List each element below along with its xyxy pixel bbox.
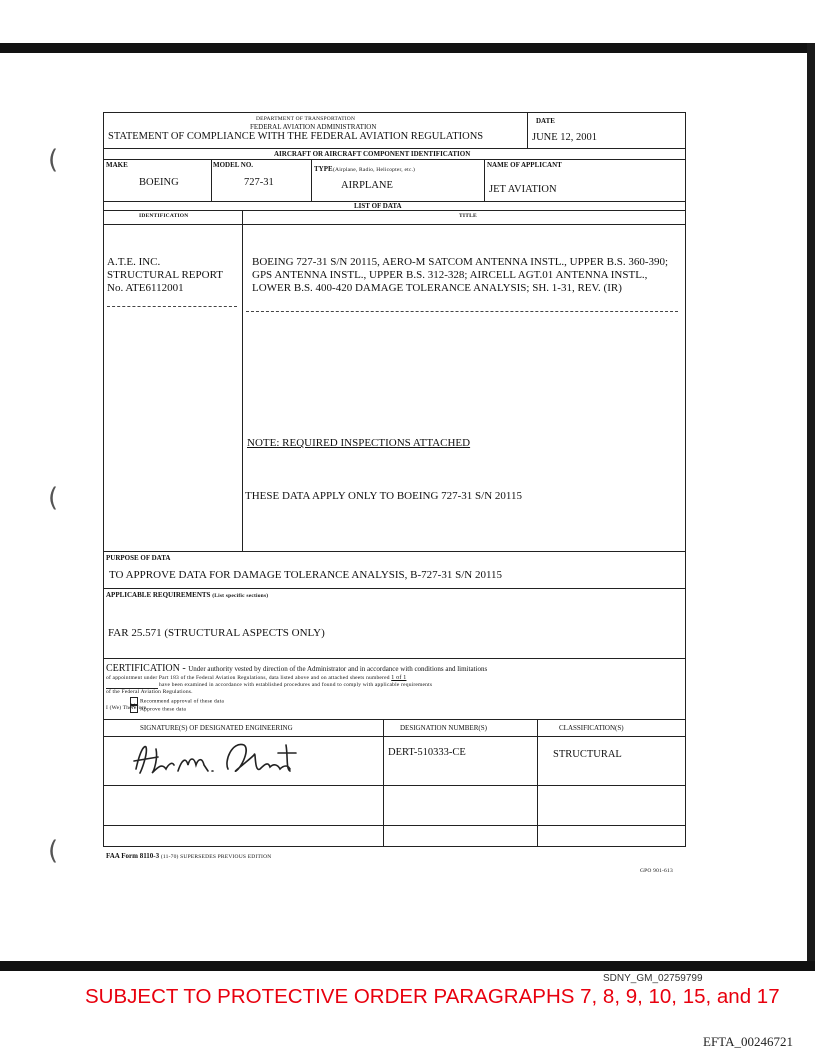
- approve-option: ×Approve these data: [130, 705, 186, 713]
- punch-hole-icon: (: [48, 483, 59, 513]
- identification-column-header: IDENTIFICATION: [139, 213, 189, 219]
- bates-number: SDNY_GM_02759799: [603, 973, 703, 984]
- title-column-header: TITLE: [459, 213, 477, 219]
- aircraft-section-title: AIRCRAFT OR AIRCRAFT COMPONENT IDENTIFICATION: [274, 150, 471, 158]
- efta-number: EFTA_00246721: [703, 1034, 793, 1049]
- scan-right-border: [807, 43, 815, 971]
- designation-column-header: DESIGNATION NUMBER(S): [400, 724, 487, 732]
- data-title-line: BOEING 727-31 S/N 20115, AERO-M SATCOM ANTENNA INSTL., UPPER B.S. 360-390;: [252, 256, 669, 268]
- model-label: MODEL NO.: [213, 161, 254, 169]
- classification-column-header: CLASSIFICATION(S): [559, 724, 624, 732]
- recommend-option: Recommend approval of these data: [130, 697, 224, 705]
- form-number: FAA Form 8110-3 (11-70) SUPERSEDES PREVIOUS EDITION: [106, 852, 272, 860]
- purpose-value: TO APPROVE DATA FOR DAMAGE TOLERANCE ANALYSIS, B-727-31 S/N 20115: [109, 569, 503, 581]
- identification-line: STRUCTURAL REPORT: [107, 269, 223, 281]
- punch-hole-icon: (: [48, 836, 59, 866]
- department-label: DEPARTMENT OF TRANSPORTATION: [256, 116, 356, 122]
- punch-hole-icon: (: [48, 145, 59, 175]
- inspection-note: NOTE: REQUIRED INSPECTIONS ATTACHED: [247, 437, 471, 449]
- certification-line-3: have been examined in accordance with established procedures and found to comply with applicable requirements: [159, 682, 433, 688]
- date-value: JUNE 12, 2001: [532, 132, 598, 143]
- list-of-data-title: LIST OF DATA: [354, 202, 402, 210]
- type-hint: (Airplane, Radio, Helicopter, etc.): [333, 167, 416, 173]
- data-title-line: GPS ANTENNA INSTL., UPPER B.S. 312-328; AIRCELL AGT.01 ANTENNA INSTL.,: [252, 269, 648, 281]
- approve-checkbox-checked[interactable]: [130, 705, 138, 713]
- type-value: AIRPLANE: [341, 180, 393, 191]
- certification-line-4: of the Federal Aviation Regulations.: [106, 689, 193, 695]
- make-value: BOEING: [139, 177, 179, 188]
- requirements-label: APPLICABLE REQUIREMENTS (List specific sections): [106, 591, 269, 599]
- purpose-label: PURPOSE OF DATA: [106, 554, 171, 562]
- classification-value: STRUCTURAL: [553, 749, 622, 760]
- certification-line-2: of appointment under Part 183 of the Federal Aviation Regulations, data listed above and on attached sheets numbered 1 of 1: [106, 675, 407, 681]
- scan-top-border: [0, 43, 815, 53]
- gpo-code: GPO 901-613: [640, 868, 673, 874]
- designation-number: DERT-510333-CE: [388, 747, 466, 758]
- applicant-label: NAME OF APPLICANT: [487, 161, 562, 169]
- protective-order-notice: SUBJECT TO PROTECTIVE ORDER PARAGRAPHS 7, 8, 9, 10, 15, and 17: [85, 985, 780, 1008]
- faa-form-8110-3: [103, 112, 686, 847]
- form-title: STATEMENT OF COMPLIANCE WITH THE FEDERAL AVIATION REGULATIONS: [108, 131, 484, 142]
- applicability-statement: THESE DATA APPLY ONLY TO BOEING 727-31 S/N 20115: [245, 490, 523, 502]
- therefore-label: I (We) Therefore: [106, 705, 147, 711]
- identification-line: A.T.E. INC.: [107, 256, 161, 268]
- handwritten-signature-icon: [128, 731, 328, 781]
- data-title-line: LOWER B.S. 400-420 DAMAGE TOLERANCE ANALYSIS; SH. 1-31, REV. (IR): [252, 282, 622, 294]
- identification-line: No. ATE6112001: [107, 282, 184, 294]
- engineer-signature: [128, 731, 328, 781]
- requirements-value: FAR 25.571 (STRUCTURAL ASPECTS ONLY): [108, 627, 325, 639]
- signature-column-header: SIGNATURE(S) OF DESIGNATED ENGINEERING: [140, 724, 293, 732]
- certification-text: [106, 663, 487, 674]
- agency-label: FEDERAL AVIATION ADMINISTRATION: [250, 123, 377, 131]
- date-label: DATE: [536, 117, 555, 125]
- make-label: MAKE: [106, 161, 128, 169]
- scan-bottom-border: [0, 961, 815, 971]
- model-value: 727-31: [244, 177, 274, 188]
- applicant-value: JET AVIATION: [489, 184, 557, 195]
- type-label: TYPE: [314, 165, 333, 173]
- certification-heading: CERTIFICATION -: [106, 663, 186, 674]
- certification-line-1: Under authority vested by direction of the Administrator and in accordance with conditions and limitations: [188, 665, 488, 673]
